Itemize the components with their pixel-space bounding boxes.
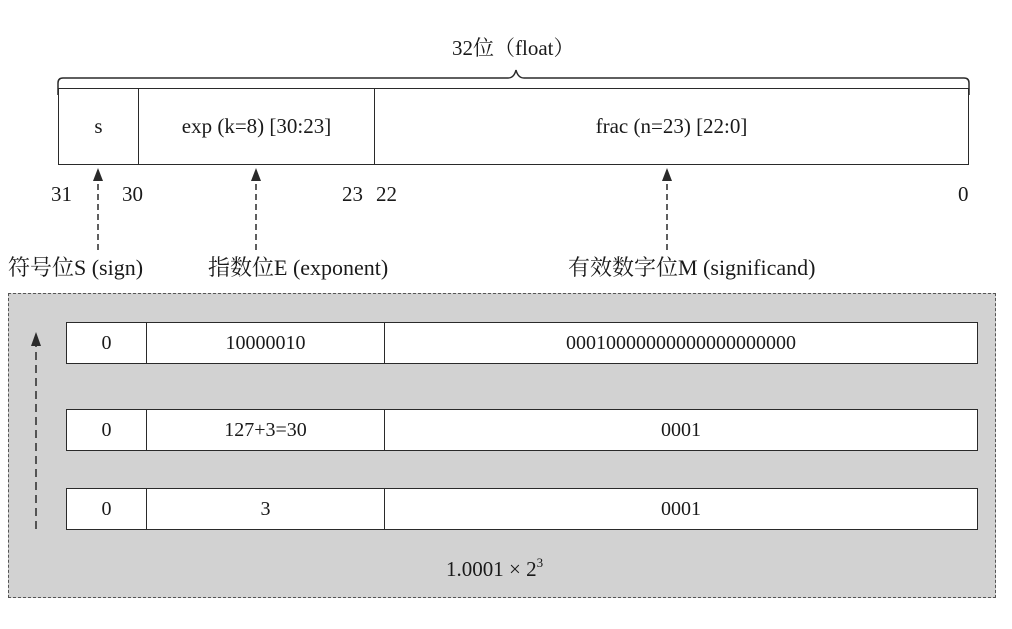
fraction-field: frac (n=23) [22:0] — [595, 114, 748, 138]
bit-30-label: 30 — [122, 182, 143, 206]
exponent-name-label: 指数位E (exponent) — [208, 255, 389, 280]
diagram-title: 32位（float） — [452, 36, 575, 60]
row1-fraction: 00010000000000000000000 — [566, 331, 796, 354]
conversion-panel — [8, 293, 996, 598]
normalized-row — [66, 488, 978, 530]
bit-0-label: 0 — [958, 182, 969, 206]
exponent-arrow-head — [251, 168, 261, 181]
exponent-field: exp (k=8) [30:23] — [139, 89, 375, 164]
significand-arrow-head — [662, 168, 672, 181]
bit-31-label: 31 — [51, 182, 72, 206]
row1-sign: 0 — [67, 323, 147, 363]
formula-mantissa: 1.0001 × 2 — [446, 557, 537, 581]
scientific-formula — [446, 556, 543, 580]
sign-field: s — [59, 89, 139, 164]
row1-exponent: 10000010 — [147, 323, 385, 363]
binary-row — [66, 322, 978, 364]
row2-fraction: 0001 — [661, 418, 701, 441]
biased-row — [66, 409, 978, 451]
row2-exponent: 127+3=30 — [147, 410, 385, 450]
bit-22-label: 22 — [376, 182, 397, 206]
sign-name-label: 符号位S (sign) — [8, 255, 144, 280]
formula-exponent: 3 — [536, 555, 544, 570]
float-format-row — [58, 88, 969, 165]
row2-sign: 0 — [67, 410, 147, 450]
bit-23-label: 23 — [342, 182, 363, 206]
row3-exponent: 3 — [147, 489, 385, 529]
significand-name-label: 有效数字位M (significand) — [568, 255, 816, 280]
row3-fraction: 0001 — [661, 497, 701, 520]
row3-sign: 0 — [67, 489, 147, 529]
sign-arrow-head — [93, 168, 103, 181]
